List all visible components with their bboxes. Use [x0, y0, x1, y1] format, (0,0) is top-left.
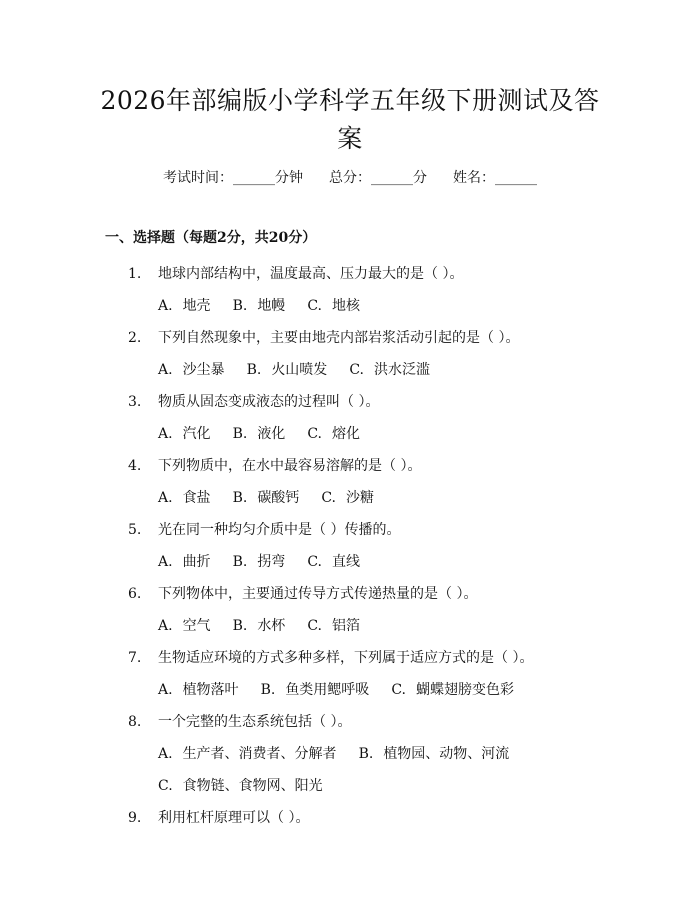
option-label: A. [158, 554, 173, 570]
question-item [0, 706, 700, 738]
question-text: 物质从固态变成液态的过程叫（ ）。 [158, 394, 380, 410]
answer-option [233, 290, 286, 322]
option-label: B. [232, 298, 248, 314]
answer-option [158, 546, 211, 578]
option-text: 沙尘暴 [182, 362, 225, 378]
option-label: B. [246, 362, 262, 378]
option-text: 铝箔 [331, 618, 360, 634]
option-text: 洪水泛滥 [373, 362, 430, 378]
option-text: 拐弯 [257, 554, 286, 570]
option-text: 植物落叶 [182, 682, 239, 698]
option-text: 地壳 [182, 298, 211, 314]
question-text: 生物适应环境的方式多种多样，下列属于适应方式的是（ ）。 [158, 650, 534, 666]
option-label: C. [307, 618, 322, 634]
option-label: A. [158, 490, 173, 506]
option-text: 地幔 [257, 298, 286, 314]
option-label: A. [158, 682, 173, 698]
question-number: 5. [128, 522, 142, 538]
option-row [0, 354, 700, 386]
question-item [0, 322, 700, 354]
question-list [0, 258, 700, 834]
answer-option [158, 770, 323, 802]
answer-option [349, 354, 430, 386]
answer-option [359, 738, 510, 770]
exam-info [0, 168, 700, 188]
option-label: C. [307, 426, 322, 442]
answer-option [261, 674, 370, 706]
answer-option [158, 610, 211, 642]
option-row [0, 674, 700, 706]
option-label: C. [307, 554, 322, 570]
question-text: 下列自然现象中，主要由地壳内部岩浆活动引起的是（ ）。 [158, 330, 520, 346]
option-label: A. [158, 362, 173, 378]
option-row [0, 610, 700, 642]
option-label: A. [158, 298, 173, 314]
option-text: 空气 [182, 618, 211, 634]
option-row [0, 770, 700, 802]
option-text: 直线 [331, 554, 360, 570]
answer-option [307, 418, 360, 450]
option-label: B. [232, 554, 248, 570]
question-text: 下列物质中，在水中最容易溶解的是（ ）。 [158, 458, 422, 474]
option-row [0, 482, 700, 514]
answer-option [158, 290, 211, 322]
section-title: 一、选择题（每题2分，共20分） [105, 230, 317, 246]
option-label: B. [260, 682, 276, 698]
option-text: 生产者、消费者、分解者 [182, 746, 337, 762]
question-item [0, 642, 700, 674]
answer-option [158, 418, 211, 450]
question-item [0, 450, 700, 482]
question-text: 光在同一种均匀介质中是（ ）传播的。 [158, 522, 401, 538]
answer-option [307, 546, 360, 578]
question-number: 2. [128, 330, 142, 346]
option-text: 沙糖 [345, 490, 374, 506]
option-text: 碳酸钙 [257, 490, 300, 506]
answer-option [158, 482, 211, 514]
question-text: 地球内部结构中，温度最高、压力最大的是（ ）。 [158, 266, 464, 282]
question-item [0, 514, 700, 546]
option-row [0, 418, 700, 450]
option-text: 植物园、动物、河流 [383, 746, 510, 762]
option-text: 食物链、食物网、阳光 [182, 778, 323, 794]
time-unit: 分钟 [275, 170, 303, 186]
option-text: 水杯 [257, 618, 286, 634]
question-number: 6. [128, 586, 142, 602]
document-title: 2026年部编版小学科学五年级下册测试及答案 [100, 86, 600, 153]
score-unit: 分 [413, 170, 427, 186]
time-label: 考试时间： [163, 170, 233, 186]
option-text: 曲折 [182, 554, 211, 570]
option-row [0, 546, 700, 578]
answer-option [158, 674, 239, 706]
option-text: 汽化 [182, 426, 211, 442]
answer-option [247, 354, 328, 386]
answer-option [233, 418, 286, 450]
time-blank: ______ [233, 170, 275, 186]
option-text: 熔化 [331, 426, 360, 442]
name-label: 姓名： [453, 170, 495, 186]
answer-option [233, 546, 286, 578]
score-label: 总分： [329, 170, 371, 186]
answer-option [321, 482, 374, 514]
question-item [0, 386, 700, 418]
option-label: B. [232, 618, 248, 634]
option-text: 地核 [331, 298, 360, 314]
question-number: 1. [128, 266, 142, 282]
answer-option [233, 610, 286, 642]
answer-option [391, 674, 514, 706]
question-item [0, 578, 700, 610]
option-label: A. [158, 746, 173, 762]
question-number: 9. [128, 810, 142, 826]
score-blank: ______ [371, 170, 413, 186]
option-label: C. [158, 778, 173, 794]
question-number: 7. [128, 650, 142, 666]
question-number: 8. [128, 714, 142, 730]
question-text: 利用杠杆原理可以（ ）。 [158, 810, 310, 826]
question-item [0, 258, 700, 290]
answer-option [158, 738, 337, 770]
option-label: B. [358, 746, 374, 762]
option-text: 鱼类用鳃呼吸 [285, 682, 370, 698]
option-label: B. [232, 490, 248, 506]
option-label: C. [321, 490, 336, 506]
option-label: A. [158, 426, 173, 442]
question-number: 4. [128, 458, 142, 474]
answer-option [307, 290, 360, 322]
option-label: B. [232, 426, 248, 442]
option-row [0, 290, 700, 322]
option-text: 火山喷发 [271, 362, 328, 378]
option-text: 液化 [257, 426, 286, 442]
answer-option [158, 354, 225, 386]
option-text: 蝴蝶翅膀变色彩 [415, 682, 514, 698]
name-blank: ______ [495, 170, 537, 186]
option-text: 食盐 [182, 490, 211, 506]
answer-option [233, 482, 300, 514]
question-text: 下列物体中，主要通过传导方式传递热量的是（ ）。 [158, 586, 478, 602]
option-label: C. [307, 298, 322, 314]
option-row [0, 738, 700, 770]
question-item [0, 802, 700, 834]
question-text: 一个完整的生态系统包括（ ）。 [158, 714, 352, 730]
answer-option [307, 610, 360, 642]
option-label: C. [391, 682, 406, 698]
question-number: 3. [128, 394, 142, 410]
option-label: A. [158, 618, 173, 634]
option-label: C. [349, 362, 364, 378]
